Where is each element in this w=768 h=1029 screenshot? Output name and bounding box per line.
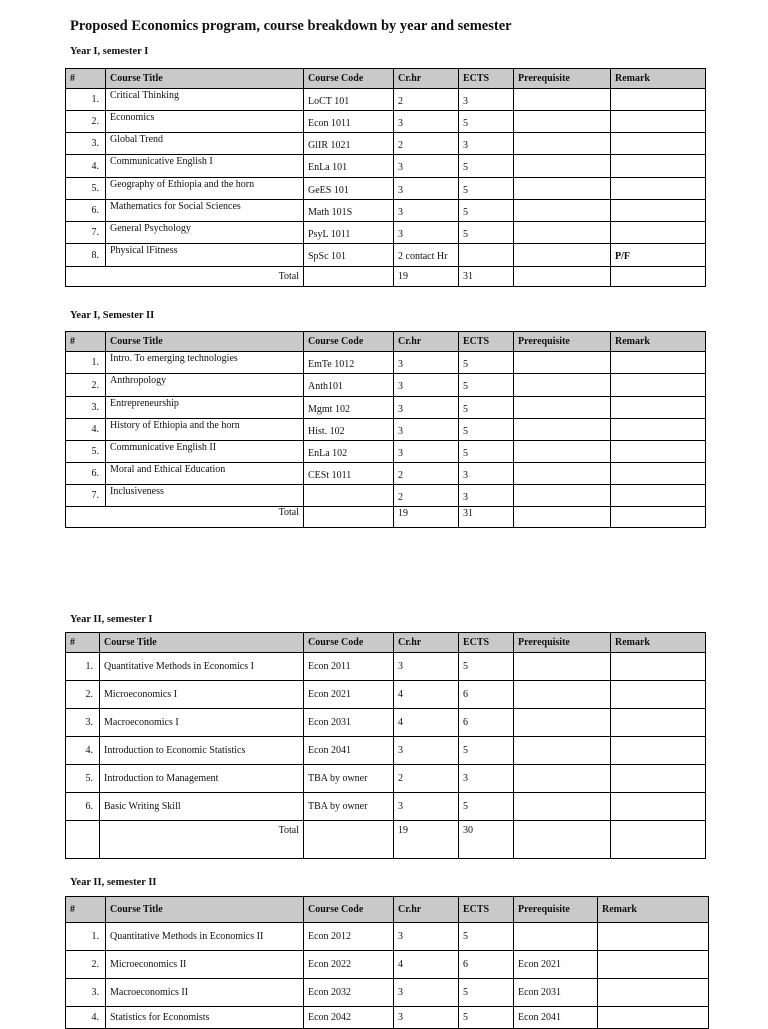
header-prerequisite: Prerequisite xyxy=(514,633,611,653)
course-code: EmTe 1012 xyxy=(304,352,394,374)
header-credit-hours: Cr.hr xyxy=(394,69,459,89)
course-code: Econ 2041 xyxy=(304,737,394,765)
table-row xyxy=(66,681,706,709)
header-number: # xyxy=(66,69,106,89)
ects: 6 xyxy=(459,951,514,979)
header-remark: Remark xyxy=(611,332,706,352)
course-code: TBA by owner xyxy=(304,765,394,793)
remark xyxy=(611,793,706,821)
row-number: 4. xyxy=(66,1007,106,1029)
remark xyxy=(611,374,706,397)
header-prerequisite: Prerequisite xyxy=(514,332,611,352)
remark xyxy=(611,463,706,485)
prerequisite xyxy=(514,709,611,737)
credit-hours: 3 xyxy=(394,737,459,765)
table-row xyxy=(66,155,706,178)
prerequisite xyxy=(514,765,611,793)
course-title: Quantitative Methods in Economics II xyxy=(106,923,304,951)
credit-hours: 2 xyxy=(394,485,459,507)
prerequisite xyxy=(514,352,611,374)
row-number: 2. xyxy=(66,111,106,133)
credit-hours: 3 xyxy=(394,419,459,441)
remark xyxy=(611,155,706,178)
course-code: GlIR 1021 xyxy=(304,133,394,155)
remark: P/F xyxy=(611,244,706,267)
section-title-y2s2: Year II, semester II xyxy=(70,877,157,888)
credit-hours: 2 xyxy=(394,463,459,485)
prerequisite xyxy=(514,737,611,765)
course-title: Communicative English I xyxy=(106,155,304,178)
prerequisite: Econ 2021 xyxy=(514,951,598,979)
credit-hours: 2 xyxy=(394,89,459,111)
course-code: Econ 2022 xyxy=(304,951,394,979)
ects: 5 xyxy=(459,374,514,397)
header-remark: Remark xyxy=(611,633,706,653)
ects: 3 xyxy=(459,485,514,507)
course-title: Microeconomics II xyxy=(106,951,304,979)
row-number: 7. xyxy=(66,485,106,507)
course-title: Global Trend xyxy=(106,133,304,155)
ects: 5 xyxy=(459,923,514,951)
header-number: # xyxy=(66,897,106,923)
course-table-y1s1 xyxy=(65,68,706,287)
remark xyxy=(611,89,706,111)
course-code: SpSc 101 xyxy=(304,244,394,267)
header-course-code: Course Code xyxy=(304,69,394,89)
prerequisite xyxy=(514,155,611,178)
total-row xyxy=(66,821,706,859)
row-number: 7. xyxy=(66,222,106,244)
ects: 5 xyxy=(459,397,514,419)
header-ects: ECTS xyxy=(459,332,514,352)
table-row xyxy=(66,1007,709,1029)
total-ects: 30 xyxy=(459,821,514,859)
ects xyxy=(459,244,514,267)
header-prerequisite: Prerequisite xyxy=(514,897,598,923)
course-code: Econ 2032 xyxy=(304,979,394,1007)
remark xyxy=(611,397,706,419)
total-row xyxy=(66,267,706,287)
course-title: Mathematics for Social Sciences xyxy=(106,200,304,222)
total-row xyxy=(66,507,706,528)
ects: 5 xyxy=(459,178,514,200)
table-row xyxy=(66,951,709,979)
row-number: 6. xyxy=(66,200,106,222)
course-title: Macroeconomics II xyxy=(106,979,304,1007)
remark xyxy=(611,111,706,133)
credit-hours: 3 xyxy=(394,222,459,244)
row-number: 1. xyxy=(66,352,106,374)
ects: 6 xyxy=(459,709,514,737)
row-number: 5. xyxy=(66,178,106,200)
course-code: PsyL 1011 xyxy=(304,222,394,244)
ects: 5 xyxy=(459,441,514,463)
table-row xyxy=(66,793,706,821)
section-title-y1s2: Year I, Semester II xyxy=(70,310,155,321)
credit-hours: 3 xyxy=(394,979,459,1007)
row-number: 3. xyxy=(66,397,106,419)
credit-hours: 3 xyxy=(394,793,459,821)
course-code: Hist. 102 xyxy=(304,419,394,441)
course-title: Statistics for Economists xyxy=(106,1007,304,1029)
remark xyxy=(611,200,706,222)
header-credit-hours: Cr.hr xyxy=(394,897,459,923)
total-label: Total xyxy=(66,267,304,287)
credit-hours: 4 xyxy=(394,709,459,737)
ects: 5 xyxy=(459,419,514,441)
course-title: Quantitative Methods in Economics I xyxy=(100,653,304,681)
section-title-y2s1: Year II, semester I xyxy=(70,614,153,625)
course-title: Moral and Ethical Education xyxy=(106,463,304,485)
table-row xyxy=(66,111,706,133)
row-number: 3. xyxy=(66,709,100,737)
ects: 3 xyxy=(459,765,514,793)
course-title: Intro. To emerging technologies xyxy=(106,352,304,374)
header-number: # xyxy=(66,332,106,352)
prerequisite xyxy=(514,397,611,419)
course-title: Microeconomics I xyxy=(100,681,304,709)
ects: 5 xyxy=(459,1007,514,1029)
row-number: 6. xyxy=(66,793,100,821)
prerequisite xyxy=(514,222,611,244)
total-credit-hours: 19 xyxy=(394,507,459,528)
remark xyxy=(611,653,706,681)
course-title: Anthropology xyxy=(106,374,304,397)
course-table-y2s2 xyxy=(65,896,709,1029)
course-code: Math 101S xyxy=(304,200,394,222)
table-row xyxy=(66,89,706,111)
course-code: Econ 2031 xyxy=(304,709,394,737)
credit-hours: 3 xyxy=(394,200,459,222)
prerequisite xyxy=(514,111,611,133)
remark xyxy=(598,979,709,1007)
table-row xyxy=(66,352,706,374)
page-title: Proposed Economics program, course breakdown by year and semester xyxy=(70,18,512,34)
course-code: Econ 1011 xyxy=(304,111,394,133)
table-row xyxy=(66,709,706,737)
total-credit-hours: 19 xyxy=(394,267,459,287)
row-number: 2. xyxy=(66,681,100,709)
prerequisite xyxy=(514,374,611,397)
course-code: Econ 2011 xyxy=(304,653,394,681)
header-ects: ECTS xyxy=(459,633,514,653)
course-code: GeES 101 xyxy=(304,178,394,200)
course-title: Introduction to Management xyxy=(100,765,304,793)
table-row xyxy=(66,244,706,267)
course-code: Mgmt 102 xyxy=(304,397,394,419)
remark xyxy=(611,737,706,765)
ects: 5 xyxy=(459,222,514,244)
header-ects: ECTS xyxy=(459,69,514,89)
course-code: Econ 2012 xyxy=(304,923,394,951)
credit-hours: 3 xyxy=(394,1007,459,1029)
credit-hours: 3 xyxy=(394,155,459,178)
ects: 5 xyxy=(459,111,514,133)
prerequisite xyxy=(514,419,611,441)
table-row xyxy=(66,485,706,507)
credit-hours: 3 xyxy=(394,111,459,133)
total-ects: 31 xyxy=(459,267,514,287)
credit-hours: 3 xyxy=(394,374,459,397)
header-prerequisite: Prerequisite xyxy=(514,69,611,89)
table-row xyxy=(66,737,706,765)
row-number: 1. xyxy=(66,89,106,111)
course-code: Econ 2021 xyxy=(304,681,394,709)
credit-hours: 3 xyxy=(394,923,459,951)
prerequisite xyxy=(514,200,611,222)
course-code: TBA by owner xyxy=(304,793,394,821)
row-number: 5. xyxy=(66,765,100,793)
remark xyxy=(611,765,706,793)
table-row xyxy=(66,979,709,1007)
ects: 5 xyxy=(459,653,514,681)
prerequisite: Econ 2041 xyxy=(514,1007,598,1029)
row-number: 6. xyxy=(66,463,106,485)
credit-hours: 3 xyxy=(394,397,459,419)
course-code: Econ 2042 xyxy=(304,1007,394,1029)
course-title: Geography of Ethiopia and the horn xyxy=(106,178,304,200)
total-credit-hours: 19 xyxy=(394,821,459,859)
ects: 3 xyxy=(459,463,514,485)
header-course-title: Course Title xyxy=(106,897,304,923)
table-row xyxy=(66,200,706,222)
header-course-code: Course Code xyxy=(304,332,394,352)
remark xyxy=(611,222,706,244)
credit-hours: 3 xyxy=(394,352,459,374)
row-number: 4. xyxy=(66,155,106,178)
credit-hours: 3 xyxy=(394,653,459,681)
course-title: Entrepreneurship xyxy=(106,397,304,419)
prerequisite xyxy=(514,923,598,951)
course-title: Physical lFitness xyxy=(106,244,304,267)
table-row xyxy=(66,397,706,419)
prerequisite xyxy=(514,441,611,463)
total-label: Total xyxy=(100,821,304,859)
row-number: 1. xyxy=(66,923,106,951)
prerequisite xyxy=(514,793,611,821)
credit-hours: 2 xyxy=(394,133,459,155)
remark xyxy=(611,681,706,709)
remark xyxy=(598,923,709,951)
ects: 6 xyxy=(459,681,514,709)
table-row xyxy=(66,441,706,463)
section-title-y1s1: Year I, semester I xyxy=(70,46,149,57)
remark xyxy=(598,1007,709,1029)
ects: 5 xyxy=(459,737,514,765)
table-row xyxy=(66,222,706,244)
credit-hours: 4 xyxy=(394,681,459,709)
credit-hours: 4 xyxy=(394,951,459,979)
header-number: # xyxy=(66,633,100,653)
prerequisite xyxy=(514,178,611,200)
header-course-title: Course Title xyxy=(106,69,304,89)
row-number: 2. xyxy=(66,374,106,397)
prerequisite xyxy=(514,244,611,267)
row-number: 2. xyxy=(66,951,106,979)
course-code: LoCT 101 xyxy=(304,89,394,111)
ects: 5 xyxy=(459,155,514,178)
remark xyxy=(611,352,706,374)
credit-hours: 3 xyxy=(394,178,459,200)
course-title: Critical Thinking xyxy=(106,89,304,111)
header-credit-hours: Cr.hr xyxy=(394,332,459,352)
ects: 5 xyxy=(459,352,514,374)
table-row xyxy=(66,133,706,155)
prerequisite xyxy=(514,681,611,709)
row-number: 1. xyxy=(66,653,100,681)
header-course-title: Course Title xyxy=(100,633,304,653)
row-number: 3. xyxy=(66,979,106,1007)
row-number: 4. xyxy=(66,419,106,441)
header-remark: Remark xyxy=(598,897,709,923)
course-title: General Psychology xyxy=(106,222,304,244)
table-row xyxy=(66,419,706,441)
table-row xyxy=(66,463,706,485)
remark xyxy=(611,709,706,737)
course-code xyxy=(304,485,394,507)
header-course-code: Course Code xyxy=(304,633,394,653)
remark xyxy=(598,951,709,979)
course-title: Basic Writing Skill xyxy=(100,793,304,821)
table-row xyxy=(66,923,709,951)
ects: 5 xyxy=(459,979,514,1007)
course-code: Anth101 xyxy=(304,374,394,397)
table-row xyxy=(66,178,706,200)
table-row xyxy=(66,374,706,397)
course-title: Inclusiveness xyxy=(106,485,304,507)
course-code: EnLa 102 xyxy=(304,441,394,463)
row-number: 8. xyxy=(66,244,106,267)
prerequisite: Econ 2031 xyxy=(514,979,598,1007)
header-ects: ECTS xyxy=(459,897,514,923)
table-row xyxy=(66,653,706,681)
prerequisite xyxy=(514,485,611,507)
total-ects: 31 xyxy=(459,507,514,528)
ects: 3 xyxy=(459,133,514,155)
table-row xyxy=(66,765,706,793)
course-title: Economics xyxy=(106,111,304,133)
course-code: EnLa 101 xyxy=(304,155,394,178)
row-number: 3. xyxy=(66,133,106,155)
remark xyxy=(611,485,706,507)
row-number: 5. xyxy=(66,441,106,463)
header-credit-hours: Cr.hr xyxy=(394,633,459,653)
prerequisite xyxy=(514,653,611,681)
prerequisite xyxy=(514,89,611,111)
course-title: History of Ethiopia and the horn xyxy=(106,419,304,441)
credit-hours: 2 contact Hr xyxy=(394,244,459,267)
remark xyxy=(611,133,706,155)
credit-hours: 3 xyxy=(394,441,459,463)
course-title: Macroeconomics I xyxy=(100,709,304,737)
course-table-y2s1 xyxy=(65,632,706,859)
course-code: CESt 1011 xyxy=(304,463,394,485)
remark xyxy=(611,178,706,200)
remark xyxy=(611,419,706,441)
ects: 5 xyxy=(459,200,514,222)
ects: 5 xyxy=(459,793,514,821)
prerequisite xyxy=(514,463,611,485)
header-course-title: Course Title xyxy=(106,332,304,352)
header-course-code: Course Code xyxy=(304,897,394,923)
header-remark: Remark xyxy=(611,69,706,89)
row-number: 4. xyxy=(66,737,100,765)
total-label: Total xyxy=(66,507,304,528)
course-table-y1s2 xyxy=(65,331,706,528)
credit-hours: 2 xyxy=(394,765,459,793)
ects: 3 xyxy=(459,89,514,111)
course-title: Introduction to Economic Statistics xyxy=(100,737,304,765)
prerequisite xyxy=(514,133,611,155)
remark xyxy=(611,441,706,463)
course-title: Communicative English II xyxy=(106,441,304,463)
